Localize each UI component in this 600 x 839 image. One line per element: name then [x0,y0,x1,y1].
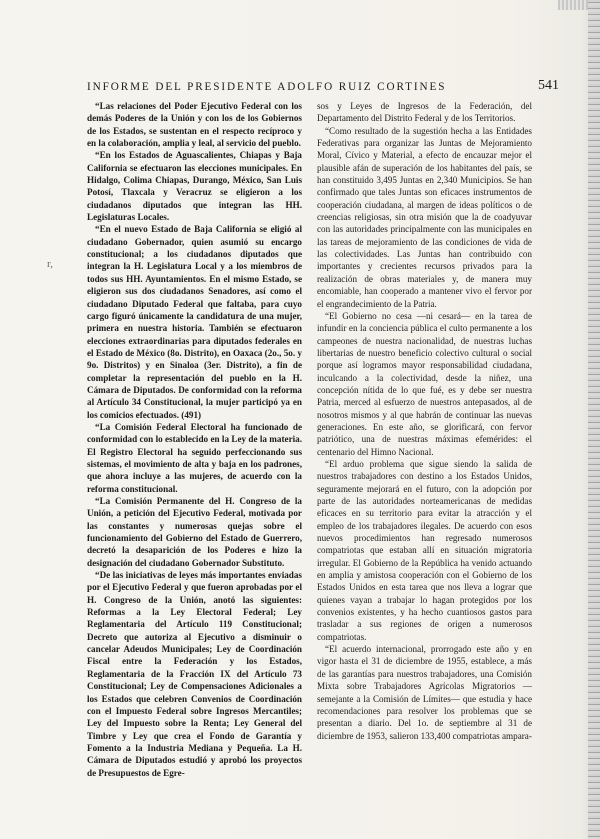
paragraph: “El Gobierno no cesa —ni cesará— en la tarea de infundir en la conciencia pública el culto permanente a los campeones de nuestra nacionalidad, de nuestras luchas libertarias de nuestro beneficio colectivo cultural o social porque así logramos mayor responsabilidad ciudadana, inculcando a la colectividad, desde la niñez, una concepción nítida de lo que fué, es y debe ser nuestra Patria, merced al esfuerzo de nuestros antepasados, al de nosotros mismos y al que habrán de continuar las nuevas generaciones. En este año, se glorificará, con fervor patriótico, una de nuestras máximas efemérides: el centenario del Himno Nacional. [317,310,532,457]
paragraph: “En el nuevo Estado de Baja California se eligió al ciudadano Gobernador, quien asumió su encargo constitucional; a los ciudadanos diputados que integran la H. Legislatura Local y a los miembros de todos sus HH. Ayuntamientos. En el mismo Estado, se eligieron sus dos ciudadanos Senadores, así como el ciudadano Diputado Federal que faltaba, para cuyo cargo figuró únicamente la candidatura de una mujer, primera en nuestra historia. También se efectuaron elecciones extraordinarias para diputados federales en el Estado de México (8o. Distrito), en Oaxaca (2o., 5o. y 9o. Distritos) y en Sinaloa (3er. Distrito), a fin de completar la representación del pueblo en la H. Cámara de Diputados. De conformidad con la reforma al Artículo 34 Constitucional, la mujer participó ya en los comicios efectuados. (491) [87,224,302,420]
paragraph: “La Comisión Federal Electoral ha funcionado de conformidad con lo establecido en la Ley de la materia. El Registro Electoral ha seguido perfeccionando sus sistemas, el movimiento de alta y baja en los padrones, que ahora incluye a las mujeres, de acuerdo con la reforma constitucional. [87,421,302,494]
paragraph: “Como resultado de la sugestión hecha a las Entidades Federativas para organizar las Juntas de Mejoramiento Moral, Cívico y Material, a efecto de encauzar mejor el plausible afán de superación de los habitantes del país, se han constituido 3,495 Juntas en 2,340 Municipios. Se han confirmado que tales Juntas son eficaces instrumentos de cooperación ciudadana, al margen de ideas políticos o de creencias religiosas, sin otra misión que la de coadyuvar con las autoridades principalmente con las municipales en las tareas de mejoramiento de las condiciones de vida de las colectividades. Las Juntas han contribuido con importantes y crecientes recursos privados para la realización de obras materiales y, de manera muy encomiable, han cooperado a mantener vivo el fervor por el engrandecimiento de la Patria. [317,125,532,309]
paragraph: “La Comisión Permanente del H. Congreso de la Unión, a petición del Ejecutivo Federal, motivada por las constantes y numerosas quejas sobre el funcionamiento del Gobierno del Estado de Guerrero, decretó la desaparición de los Poderes e hizo la designación del ciudadano Gobernador Substituto. [87,496,302,568]
paragraph: “El acuerdo internacional, prorrogado este año y en vigor hasta el 31 de diciembre de 1955, establece, a más de las garantías para nuestros trabajadores, una Comisión Mixta sobre Trabajadores Agrícolas Migratorios —semejante a la Comisión de Límites— que estudia y hace recomendaciones para resolver los problemas que se presentan a diario. Del 1o. de septiembre al 31 de diciembre de 1953, salieron 133,400 compatriotas ampara- [317,644,532,741]
left-column [87,100,302,779]
scan-edge [588,0,600,839]
paragraph: “De las iniciativas de leyes más importantes enviadas por el Ejecutivo Federal y que fueron aprobadas por el H. Congreso de la Unión, anotó las siguientes: Reformas a la Ley Electoral Federal; Ley Reglamentaria del Artículo 119 Constitucional; Decreto que autoriza al Ejecutivo a disminuir o cancelar Adeudos Municipales; Ley de Coordinación Fiscal entre la Federación y los Estados, Reglamentaria de la Fracción IX del Artículo 73 Constitucional; Ley de Compensaciones Adicionales a los Estados que celebren Convenios de Coordinación con el Impuesto Federal sobre Ingresos Mercantiles; Ley del Impuesto sobre la Renta; Ley General del Timbre y Ley que crea el Fondo de Garantía y Fomento a la Industria Mediana y Pequeña. La H. Cámara de Diputados estudió y aprobó los proyectos de Presupuestos de Egre- [87,570,302,778]
paragraph: “En los Estados de Aguascalientes, Chiapas y Baja California se efectuaron las elecciones municipales. En Hidalgo, Colima Chiapas, Durango, México, San Luis Potosí, Tlaxcala y Veracruz se eligieron a los ciudadanos diputados que integran las HH. Legislaturas Locales. [87,150,302,223]
running-title: INFORME DEL PRESIDENTE ADOLFO RUIZ CORTINES [87,81,447,93]
paragraph: “El arduo problema que sigue siendo la salida de nuestros trabajadores con destino a los Estados Unidos, seguramente mejorará en el futuro, con la adopción por parte de las autoridades norteamericanas de medidas eficaces en su territorio para evitar la atracción y el empleo de los trabajadores ilegales. De acuerdo con esos nuevos procedimientos han regresado numerosos compatriotas que estaban allí en situación migratoria irregular. El Gobierno de la República ha venido actuando en amplia y amistosa cooperación con el Gobierno de los Estados Unidos en esta tarea que nos lleva a lograr que quienes vayan a trabajar lo hagan protegidos por los convenios existentes, y ha hecho cuantiosos gastos para trasladar a sus regiones de origen a numerosos compatriotas. [317,458,532,642]
margin-annotation: r, [47,258,53,270]
paragraph: “Las relaciones del Poder Ejecutivo Federal con los demás Poderes de la Unión y con los de los Gobiernos de los Estados, se sustentan en el respecto recíproco y en la colaboración, amplia y leal, al servicio del pueblo. [87,101,302,149]
right-column [317,100,532,742]
page-number: 541 [538,78,559,93]
paragraph-continuation: sos y Leyes de Ingresos de la Federación, del Departamento del Distrito Federal y de los Territorios. [317,101,532,124]
scan-edge-top [558,0,588,10]
